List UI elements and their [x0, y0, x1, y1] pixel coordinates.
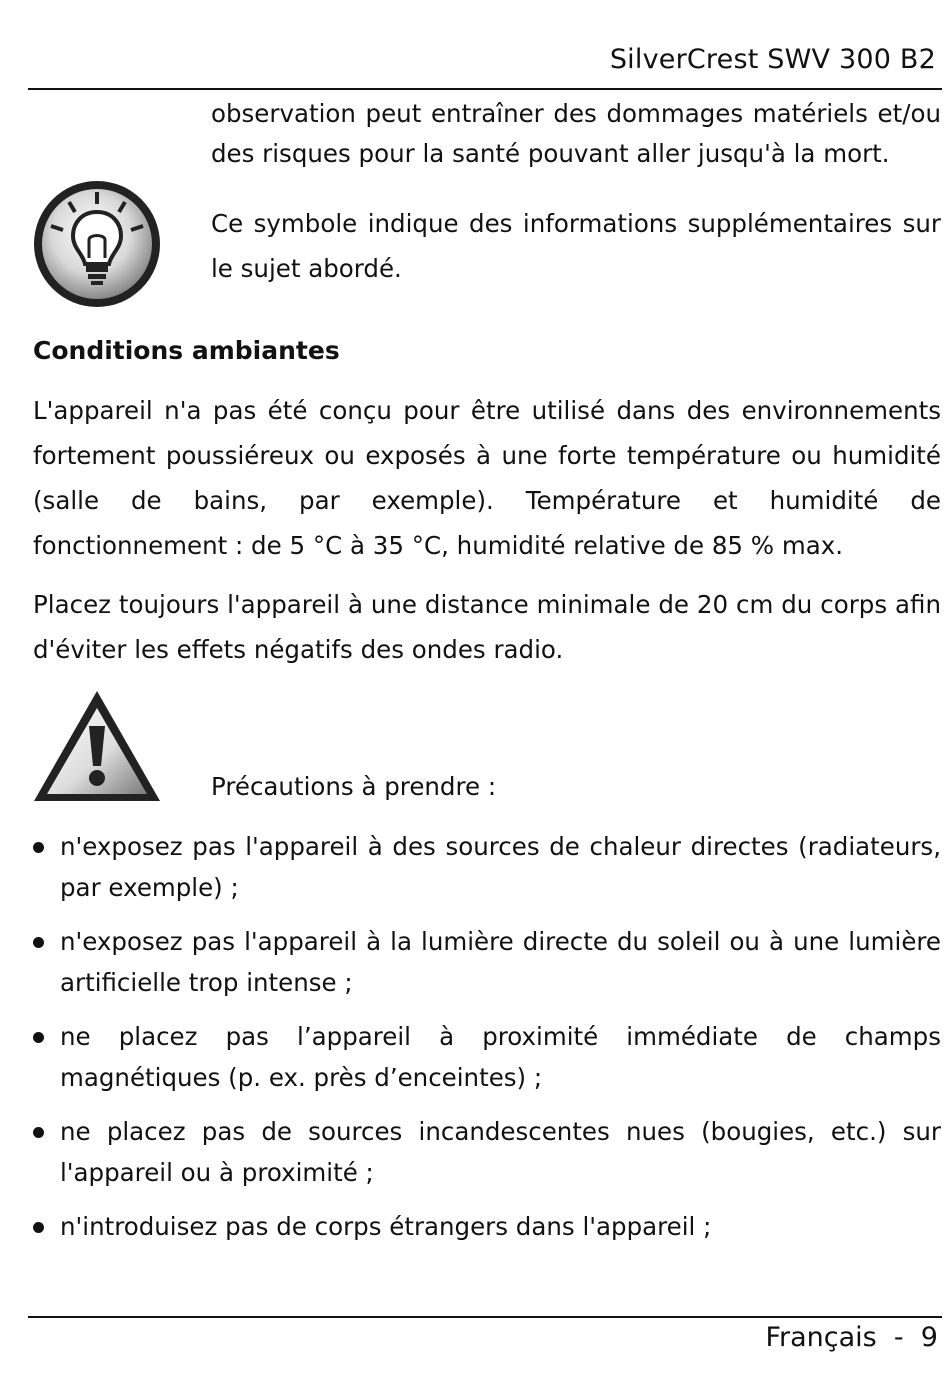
list-item: n'exposez pas l'appareil à des sources de chaleur directes (radiateurs, par exemple) ; — [33, 826, 941, 908]
warning-triangle-icon — [31, 688, 163, 810]
bullet-icon — [33, 842, 44, 853]
footer-page-label: Français - 9 — [765, 1322, 938, 1353]
footer-rule — [28, 1316, 942, 1318]
ambient-conditions-paragraph: L'appareil n'a pas été conçu pour être utilisé dans des environnements fortement poussiéreux ou exposés à une forte température ou humidité (salle de bains, par exemple). Température et humidité de fonctionnement : de 5 °C à 35 °C, humidité relative de 85 % max. — [33, 396, 941, 560]
precautions-list — [33, 826, 941, 1260]
section-heading: Conditions ambiantes — [33, 336, 340, 365]
list-item: n'exposez pas l'appareil à la lumière directe du soleil ou à une lumière artificielle trop intense ; — [33, 921, 941, 1003]
bullet-icon — [33, 1222, 44, 1233]
list-item: ne placez pas l’appareil à proximité immédiate de champs magnétiques (p. ex. près d’enceintes) ; — [33, 1016, 941, 1098]
bullet-icon — [33, 937, 44, 948]
bullet-icon — [33, 1127, 44, 1138]
list-item: ne placez pas de sources incandescentes nues (bougies, etc.) sur l'appareil ou à proximité ; — [33, 1111, 941, 1193]
precautions-label: Précautions à prendre : — [211, 772, 497, 801]
header-rule — [28, 88, 942, 90]
distance-paragraph: Placez toujours l'appareil à une distance minimale de 20 cm du corps afin d'éviter les effets négatifs des ondes radio. — [33, 590, 941, 664]
list-item: n'introduisez pas de corps étrangers dans l'appareil ; — [33, 1206, 941, 1247]
lightbulb-icon — [31, 178, 163, 314]
bullet-icon — [33, 1032, 44, 1043]
intro-continuation-text: observation peut entraîner des dommages matériels et/ou des risques pour la santé pouvant aller jusqu'à la mort. — [211, 99, 941, 168]
page-header-title: SilverCrest SWV 300 B2 — [609, 44, 936, 75]
info-symbol-text: Ce symbole indique des informations supplémentaires sur le sujet abordé. — [211, 209, 941, 283]
